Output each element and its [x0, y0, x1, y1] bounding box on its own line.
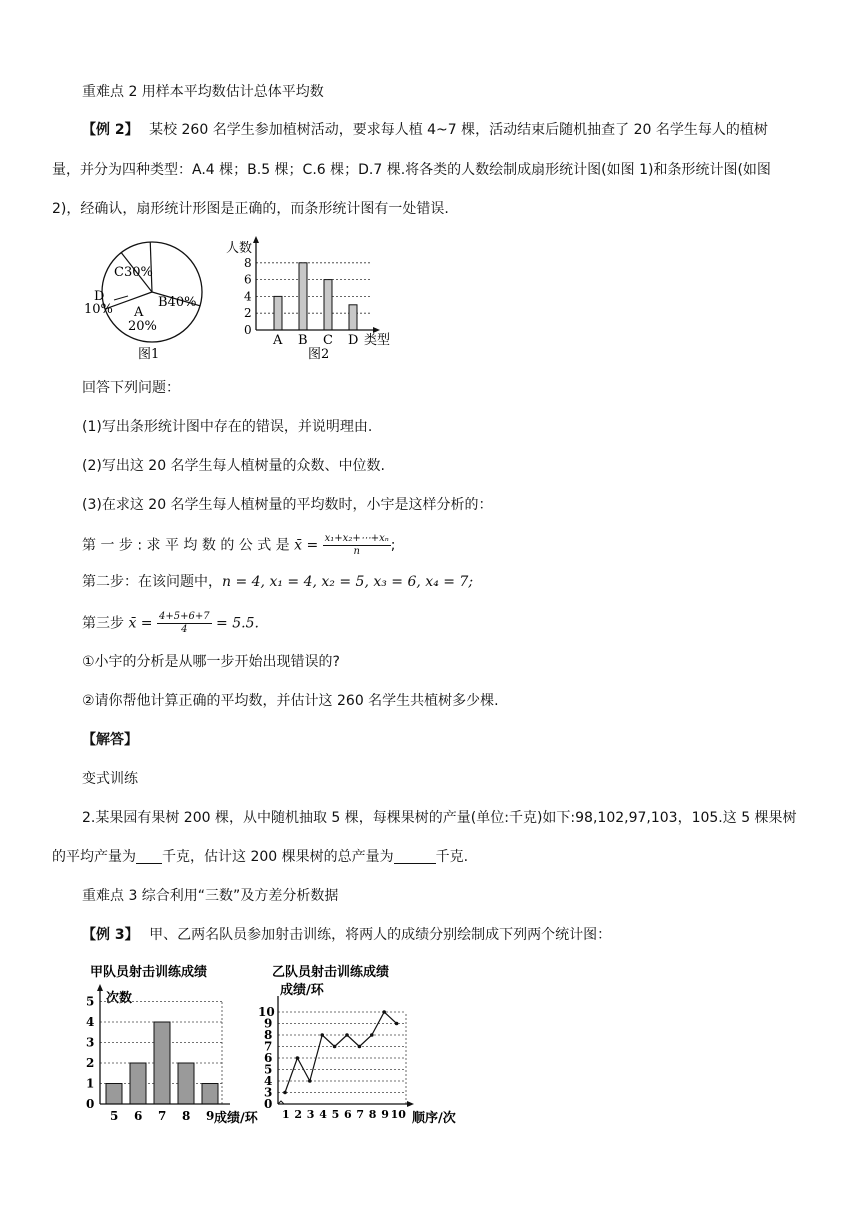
- figure-2-bar-d: [349, 305, 357, 330]
- jia-ytick: 5: [86, 994, 95, 1009]
- yi-point: [370, 1033, 374, 1037]
- yi-ytick: 9: [264, 1016, 273, 1031]
- figure-2-y-arrow: [253, 236, 259, 243]
- jia-chart-title: 甲队员射击训练成绩: [90, 965, 208, 980]
- pie-label-a: A: [134, 305, 144, 320]
- jia-xtick: 6: [134, 1109, 143, 1123]
- yi-ytick: 4: [264, 1074, 273, 1088]
- answer-blank-2[interactable]: [394, 849, 436, 864]
- figure-2-category-label: B: [298, 333, 308, 348]
- pie-label-d-pct: 10%: [84, 302, 113, 317]
- question-1: (1)写出条形统计图中存在的错误，并说明理由.: [82, 419, 373, 435]
- step-2: [82, 572, 473, 592]
- yi-point: [283, 1091, 287, 1095]
- jia-y-arrow: [97, 984, 103, 991]
- jia-chart-ylabel: 次数: [106, 991, 133, 1006]
- step-1-numerator: x₁+x₂+⋯+xₙ: [324, 533, 389, 544]
- jia-xtick: 5: [110, 1109, 119, 1123]
- step-3-fraction: [157, 611, 212, 636]
- yi-chart-title: 乙队员射击训练成绩: [272, 965, 390, 980]
- figure-2-caption: 图2: [308, 347, 330, 362]
- jia-score-bar-chart: [82, 960, 272, 1130]
- step-1-prefix: 第 一 步 : 求 平 均 数 的 公 式 是: [82, 537, 295, 554]
- figure-2-category-label: C: [323, 333, 333, 348]
- section-2-title: 重难点 2 用样本平均数估计总体平均数: [82, 84, 324, 100]
- jia-bar-7: [154, 1022, 170, 1104]
- yi-ytick: 3: [264, 1085, 273, 1100]
- step-1-denominator: n: [353, 546, 360, 557]
- bar-chart-figure-2: [226, 234, 402, 364]
- jia-ytick: 0: [86, 1097, 95, 1111]
- figure-2-ytick: 4: [244, 289, 252, 304]
- question-2: (2)写出这 20 名学生每人植树量的众数、中位数.: [82, 458, 385, 474]
- jia-ytick: 3: [86, 1035, 95, 1050]
- jia-xtick: 7: [158, 1109, 167, 1123]
- step-2-values: n = 4, x₁ = 4, x₂ = 5, x₃ = 6, x₄ = 7;: [222, 574, 474, 590]
- figure-2-bar-b: [299, 263, 307, 330]
- variant-text-2c: 千克.: [435, 849, 469, 865]
- figure-2-xlabel: 类型: [364, 333, 391, 348]
- yi-xtick: 5: [331, 1108, 340, 1121]
- question-3: (3)在求这 20 名学生每人植树量的平均数时，小宇是这样分析的：: [82, 497, 493, 513]
- step-3-end: = 5.5.: [211, 615, 259, 632]
- sub-question-1: ①小宇的分析是从哪一步开始出现错误的?: [82, 654, 340, 670]
- step-3-numerator: 4+5+6+7: [158, 611, 210, 622]
- figure-2-bar-a: [274, 296, 282, 330]
- example-2-text-2: 量，并分为四种类型：A.4 棵；B.5 棵；C.6 棵；D.7 棵.将各类的人数绘制成扇形统计图(如图 1)和条形统计图(如图: [52, 162, 771, 178]
- figure-2-ytick: 0: [244, 323, 252, 337]
- yi-point: [345, 1033, 349, 1037]
- yi-chart-ylabel: 成绩/环: [280, 983, 324, 998]
- step-3-denominator: 4: [181, 624, 188, 635]
- jia-ytick: 4: [86, 1015, 95, 1029]
- yi-xtick: 7: [356, 1108, 365, 1121]
- yi-xtick: 2: [294, 1108, 303, 1121]
- yi-point: [382, 1010, 386, 1014]
- yi-point: [333, 1045, 337, 1049]
- step-3-prefix: 第三步: [82, 615, 129, 632]
- yi-xtick: 9: [381, 1108, 389, 1121]
- variant-text-2b: 千克，估计这 200 棵果树的总产量为: [162, 849, 394, 865]
- yi-point: [296, 1056, 300, 1060]
- jia-bar-8: [178, 1063, 194, 1104]
- yi-xtick: 3: [306, 1108, 315, 1121]
- jia-ytick: 2: [86, 1056, 95, 1070]
- variant-text-1: 2.某果园有果树 200 棵，从中随机抽取 5 棵，每棵果树的产量(单位:千克)如下:98,102,97,103，105.这 5 棵果树: [82, 810, 797, 826]
- yi-xtick: 4: [319, 1108, 327, 1121]
- step-3: [82, 611, 259, 636]
- yi-ytick: 7: [264, 1039, 273, 1054]
- yi-xtick: 1: [282, 1108, 290, 1121]
- example-2-first-line: [82, 120, 768, 140]
- step-1-fraction: [323, 533, 391, 558]
- questions-intro: 回答下列问题：: [82, 380, 180, 396]
- answer-blank-1[interactable]: [136, 849, 162, 864]
- example-3-tag: 【例 3】: [82, 927, 139, 943]
- yi-point: [308, 1079, 312, 1083]
- pie-chart-figure-1: [80, 238, 220, 366]
- yi-ytick: 6: [264, 1051, 273, 1065]
- pie-label-d-leader: [114, 296, 128, 300]
- example-2-tag: 【例 2】: [82, 122, 139, 138]
- step-3-xbar: x̄ =: [128, 615, 157, 632]
- figure-2-ytick: 8: [244, 255, 252, 270]
- jia-bar-6: [130, 1063, 146, 1104]
- yi-ytick: 10: [258, 1005, 275, 1019]
- yi-point: [320, 1033, 324, 1037]
- yi-ytick: 5: [264, 1062, 273, 1077]
- variant-text-2a: 的平均产量为: [52, 849, 136, 865]
- yi-xtick: 8: [368, 1108, 377, 1121]
- step-2-prefix: 第二步：在该问题中，: [82, 574, 222, 590]
- answer-label: 【解答】: [82, 732, 138, 748]
- figure-1-caption: 图1: [138, 347, 160, 362]
- jia-ytick: 1: [86, 1076, 95, 1091]
- jia-chart-xlabel: 成绩/环: [214, 1111, 258, 1126]
- figure-2-ytick: 6: [244, 272, 252, 287]
- section-3-title: 重难点 3 综合利用“三数”及方差分析数据: [82, 888, 339, 904]
- pie-label-b: B40%: [158, 295, 197, 310]
- variant-text-2: [52, 847, 468, 867]
- yi-xtick: 10: [390, 1108, 406, 1121]
- variant-title: 变式训练: [82, 771, 138, 787]
- yi-ytick: 0: [264, 1097, 273, 1111]
- yi-point: [395, 1022, 399, 1026]
- sub-question-2: ②请你帮他计算正确的平均数，并估计这 260 名学生共植树多少棵.: [82, 693, 499, 709]
- yi-x-arrow: [407, 1101, 414, 1107]
- yi-xtick: 6: [344, 1108, 352, 1121]
- yi-chart-xlabel: 顺序/次: [412, 1111, 456, 1126]
- jia-bar-9: [202, 1084, 218, 1105]
- step-1: [82, 533, 396, 558]
- example-3-line: [82, 925, 611, 945]
- example-3-text: 甲、乙两名队员参加射击训练，将两人的成绩分别绘制成下列两个统计图：: [149, 927, 612, 943]
- figure-2-ytick: 2: [244, 306, 252, 321]
- jia-xtick: 8: [182, 1109, 191, 1123]
- example-2-text-1: 某校 260 名学生参加植树活动，要求每人植 4~7 棵，活动结束后随机抽查了 20 名学生每人的植树: [149, 122, 768, 138]
- step-1-end: ;: [390, 537, 396, 554]
- example-2-text-3: 2)，经确认，扇形统计形图是正确的，而条形统计图有一处错误.: [52, 201, 449, 217]
- pie-label-d: D: [94, 289, 105, 304]
- yi-point: [358, 1045, 362, 1049]
- yi-series-line: [285, 1012, 397, 1093]
- yi-score-line-chart: [258, 960, 468, 1130]
- jia-xtick: 9: [206, 1109, 215, 1123]
- pie-label-a-pct: 20%: [128, 319, 157, 334]
- figure-2-category-label: A: [273, 333, 283, 348]
- figure-2-category-label: D: [348, 333, 359, 348]
- pie-label-c: C30%: [114, 265, 153, 280]
- figure-2-bar-c: [324, 280, 332, 330]
- jia-bar-5: [106, 1084, 122, 1105]
- step-1-xbar: x̄ =: [294, 537, 323, 554]
- yi-ytick: 8: [264, 1028, 273, 1042]
- figure-2-ylabel: 人数: [226, 241, 253, 256]
